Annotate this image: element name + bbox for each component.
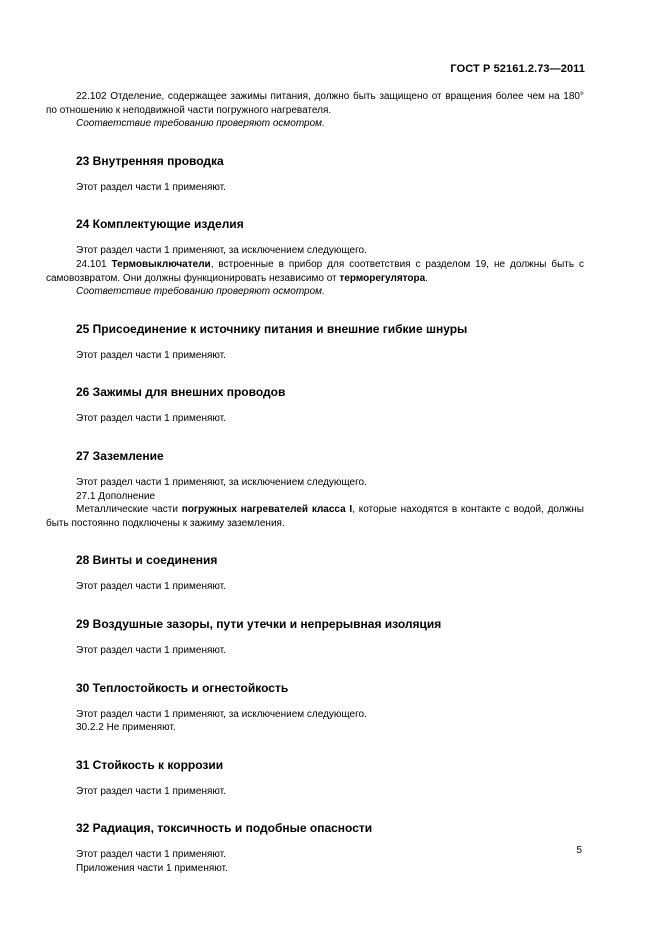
section-29-title: 29 Воздушные зазоры, пути утечки и непрерывная изоляция	[76, 616, 442, 631]
clause-number: 24.101	[76, 258, 112, 270]
compliance-note: Соответствие требованию проверяют осмотром.	[76, 286, 325, 298]
clause-27-1: 27.1 Дополнение	[76, 490, 156, 502]
section-32-text: Этот раздел части 1 применяют.	[76, 849, 226, 861]
section-24-title: 24 Комплектующие изделия	[76, 217, 244, 232]
section-28-title: 28 Винты и соединения	[76, 553, 218, 568]
term-class-i-heaters: погружных нагревателей класса I	[181, 504, 353, 516]
section-25-title: 25 Присоединение к источнику питания и внешние гибкие шнуры	[76, 321, 468, 336]
section-25-text: Этот раздел части 1 применяют.	[76, 349, 226, 361]
section-28-text: Этот раздел части 1 применяют.	[76, 581, 226, 593]
clause-30-2-2: 30.2.2 Не применяют.	[76, 722, 176, 734]
clause-text: , которые находятся в контакте с водой, должны быть постоянно подключены к зажиму заземления.	[46, 504, 584, 529]
document-code: ГОСТ Р 52161.2.73—2011	[450, 63, 585, 75]
clause-27-1-text	[46, 503, 584, 530]
section-23-title: 23 Внутренняя проводка	[76, 153, 224, 168]
clause-end: .	[425, 272, 428, 284]
section-29-text: Этот раздел части 1 применяют.	[76, 644, 226, 656]
page-number: 5	[576, 845, 582, 856]
section-30-title: 30 Теплостойкость и огнестойкость	[76, 680, 289, 695]
section-32-title: 32 Радиация, токсичность и подобные опасности	[76, 821, 373, 836]
annexes-note: Приложения части 1 применяют.	[76, 862, 228, 874]
section-31-title: 31 Стойкость к коррозии	[76, 757, 224, 772]
section-27-text: Этот раздел части 1 применяют, за исключением следующего.	[76, 476, 367, 488]
clause-text: Металлические части	[76, 504, 182, 516]
clause-22-102: 22.102 Отделение, содержащее зажимы питания, должно быть защищено от вращения более чем на 180° по отношению к неподвижной части погружного нагревателя.	[46, 91, 584, 116]
section-31-text: Этот раздел части 1 применяют.	[76, 785, 226, 797]
clause-24-101	[46, 258, 584, 285]
term-thermostat: терморегулятора	[339, 272, 426, 284]
section-26-text: Этот раздел части 1 применяют.	[76, 413, 226, 425]
section-27-title: 27 Заземление	[76, 448, 164, 463]
compliance-note: Соответствие требованию проверяют осмотром.	[76, 118, 325, 130]
section-30-text: Этот раздел части 1 применяют, за исключением следующего.	[76, 708, 367, 720]
section-24-text: Этот раздел части 1 применяют, за исключением следующего.	[76, 245, 367, 257]
section-26-title: 26 Зажимы для внешних проводов	[76, 385, 286, 400]
section-23-text: Этот раздел части 1 применяют.	[76, 181, 226, 193]
page-content	[46, 90, 584, 875]
clause-text: , встроенные в прибор для соответствия с разделом 19, не должны быть с самовозвратом. Они должны функционировать независимо от	[46, 258, 584, 284]
term-thermal-cutouts: Термовыключатели	[111, 258, 211, 270]
